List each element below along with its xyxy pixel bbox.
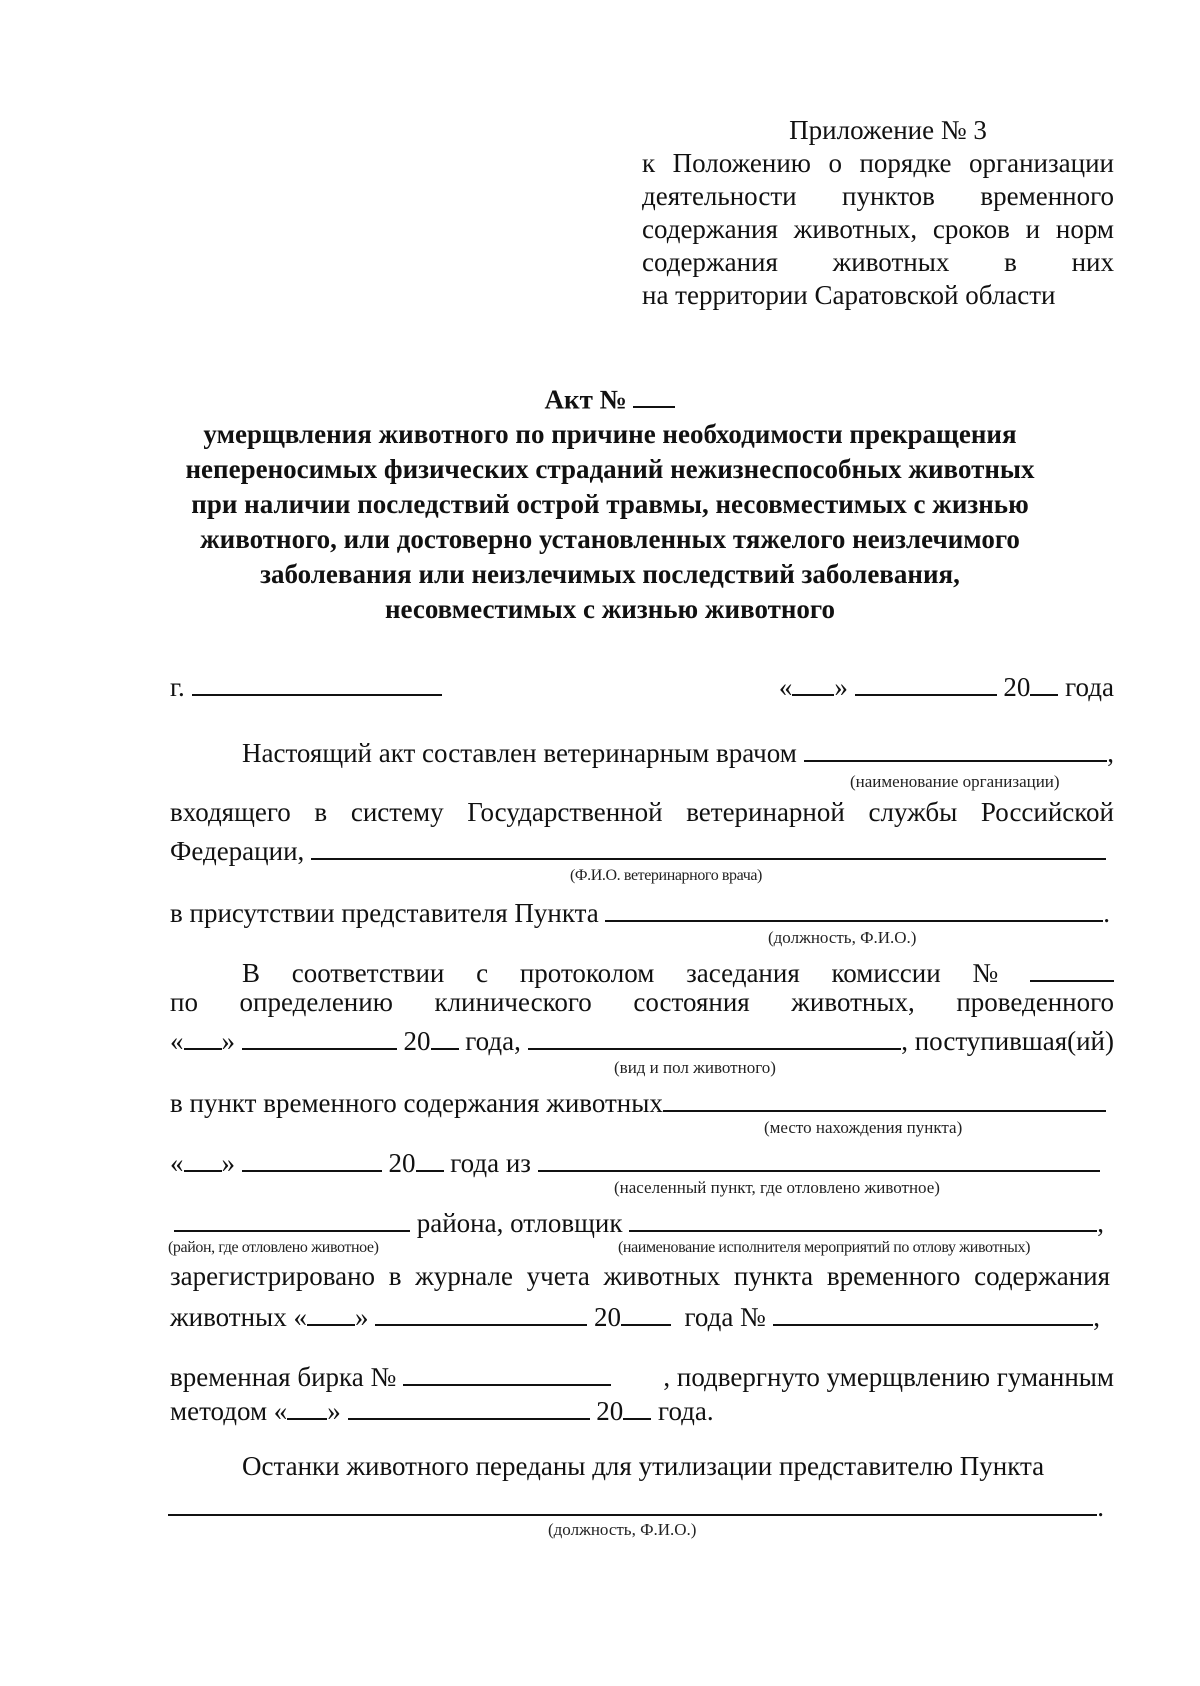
p2-line2: по определению клинического состояния животных, проведенного (170, 987, 1115, 1017)
tag-number-field[interactable] (403, 1356, 611, 1386)
day-field[interactable] (184, 1020, 222, 1050)
p2-line6: района, отловщик , (174, 1202, 1104, 1239)
caption-animal: (вид и пол животного) (614, 1058, 776, 1077)
day-field[interactable] (792, 666, 834, 696)
day-field[interactable] (184, 1142, 222, 1172)
city-label: г. (170, 672, 185, 703)
caption-settlement: (населенный пункт, где отловлено животное) (614, 1178, 940, 1197)
year-field[interactable] (416, 1142, 444, 1172)
p3-line1: временная бирка № , подвергнуто умерщвлению гуманным (170, 1356, 1114, 1393)
act-subtitle-line: заболевания или неизлечимых последствий заболевания, (260, 559, 960, 590)
act-subtitle-line: животного, или достоверно установленных тяжелого неизлечимого (200, 524, 1020, 555)
city-field[interactable] (192, 666, 442, 696)
day-field[interactable] (287, 1390, 327, 1420)
caption-place: (место нахождения пункта) (764, 1118, 963, 1137)
act-subtitle-line: непереносимых физических страданий нежизнеспособных животных (185, 454, 1035, 485)
caption-district: (район, где отловлено животное) (168, 1239, 379, 1256)
vet-name-field[interactable] (311, 830, 1106, 860)
appendix-line: на территории Саратовской области (642, 280, 1056, 310)
month-field[interactable] (855, 666, 997, 696)
act-number-line: Акт № (140, 378, 1080, 417)
district-field[interactable] (174, 1202, 410, 1232)
catcher-field[interactable] (629, 1202, 1097, 1232)
month-field[interactable] (242, 1142, 382, 1172)
p3-line2: методом « » 20 года. (170, 1390, 1114, 1427)
p4-line2: . (168, 1486, 1104, 1523)
day-field[interactable] (307, 1296, 355, 1326)
p1-line4: в присутствии представителя Пункта . (170, 892, 1110, 929)
month-field[interactable] (375, 1296, 587, 1326)
p2-line1: В соответствии с протоколом заседания комиссии № (242, 952, 1114, 989)
animal-field[interactable] (528, 1020, 902, 1050)
p2-line5: « » 20 года из (170, 1142, 1100, 1179)
p1-line2: входящего в систему Государственной ветеринарной службы Российской (170, 797, 1114, 827)
protocol-number-field[interactable] (1030, 952, 1114, 982)
appendix-number: Приложение № 3 (789, 115, 987, 145)
appendix-block (642, 114, 1114, 312)
act-subtitle-line: при наличии последствий острой травмы, несовместимых с жизнью (191, 489, 1029, 520)
month-field[interactable] (242, 1020, 397, 1050)
year-field[interactable] (431, 1020, 459, 1050)
year-field[interactable] (623, 1390, 651, 1420)
p2-line8: животных « » 20 года № , (170, 1296, 1100, 1333)
caption-position: (должность, Ф.И.О.) (768, 928, 917, 947)
appendix-line: деятельности пунктов временного (642, 181, 1114, 211)
p2-line3: « » 20 года, , поступившая(ий) (170, 1020, 1114, 1057)
act-subtitle-line: умерщвления животного по причине необходимости прекращения (203, 419, 1017, 450)
p1-line1: Настоящий акт составлен ветеринарным врачом , (242, 732, 1114, 769)
journal-number-field[interactable] (773, 1296, 1094, 1326)
appendix-line: содержания животных в них (642, 247, 1114, 277)
point-location-field[interactable] (663, 1082, 1106, 1112)
act-subtitle-line: несовместимых с жизнью животного (384, 594, 836, 625)
p1-line3: Федерации, (170, 830, 1106, 867)
act-title (140, 378, 1080, 627)
settlement-field[interactable] (538, 1142, 1100, 1172)
caption-catcher: (наименование исполнителя мероприятий по отлову животных) (618, 1239, 1031, 1256)
caption-organization: (наименование организации) (850, 772, 1060, 791)
p2-line4: в пункт временного содержания животных (170, 1082, 1106, 1119)
representative-field[interactable] (605, 892, 1103, 922)
appendix-line: к Положению о порядке организации (642, 148, 1114, 178)
appendix-line: содержания животных, сроков и норм (642, 214, 1114, 244)
caption-final: (должность, Ф.И.О.) (548, 1520, 697, 1539)
p2-line7: зарегистрировано в журнале учета животных пункта временного содержания (170, 1261, 1110, 1291)
year-field[interactable] (621, 1296, 671, 1326)
year-field[interactable] (1030, 666, 1058, 696)
caption-vet: (Ф.И.О. ветеринарного врача) (570, 867, 762, 884)
final-representative-field[interactable] (168, 1486, 1097, 1516)
place-date-row: г. « » 20 года (170, 666, 1114, 703)
month-field[interactable] (348, 1390, 590, 1420)
organization-field[interactable] (804, 732, 1108, 762)
p4-line1: Останки животного переданы для утилизации представителю Пункта (242, 1451, 1045, 1481)
